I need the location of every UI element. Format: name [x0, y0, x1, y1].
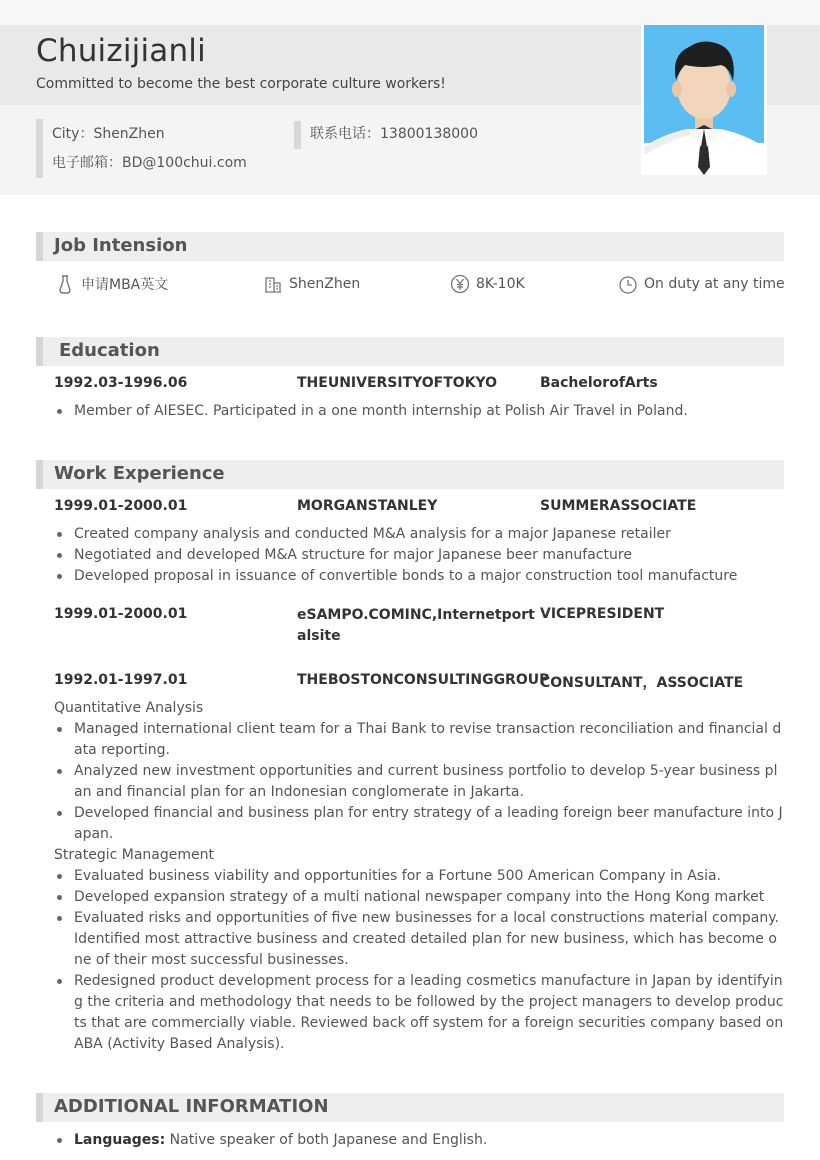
languages-label: Languages: [74, 1132, 166, 1148]
intent-salary [449, 273, 525, 295]
yen-icon [449, 273, 471, 295]
top-strip [0, 0, 820, 25]
intent-availability-label: On duty at any time [644, 276, 785, 292]
work-date: 1999.01-2000.01 [54, 606, 188, 622]
section-title: Work Experience [54, 463, 225, 484]
intent-position [54, 273, 168, 295]
section-job-intension [36, 232, 784, 261]
avatar [641, 25, 767, 175]
section-title: Education [59, 340, 160, 361]
group-heading: Quantitative Analysis [54, 700, 204, 716]
work-role: SUMMERASSOCIATE [540, 498, 697, 514]
intent-position-label: 申请MBA英文 [81, 277, 169, 293]
section-work-experience [36, 460, 784, 489]
section-accent [36, 337, 43, 366]
section-accent [36, 1093, 43, 1122]
list-item: Created company analysis and conducted M&A analysis for a major Japanese retailer [54, 524, 784, 545]
list-item: Managed international client team for a Thai Bank to revise transaction reconciliation and financial data reporting. [54, 719, 784, 761]
contact-city: City：ShenZhen [52, 126, 165, 142]
intent-salary-label: 8K-10K [476, 276, 525, 292]
work-date: 1992.01-1997.01 [54, 672, 188, 688]
work-role: CONSULTANT，ASSOCIATE [540, 675, 744, 691]
flask-icon [54, 273, 76, 295]
work-company: MORGANSTANLEY [297, 498, 438, 514]
list-item: Evaluated business viability and opportunities for a Fortune 500 American Company in Asia. [54, 866, 784, 887]
additional-bullets [54, 1130, 784, 1151]
contact-divider [36, 119, 43, 178]
clock-icon [617, 273, 639, 295]
work-date: 1999.01-2000.01 [54, 498, 188, 514]
list-item: Developed proposal in issuance of convertible bonds to a major construction tool manufacture [54, 566, 784, 587]
list-item: Evaluated risks and opportunities of five new businesses for a local constructions material company. Identified most attractive business and created detailed plan for new business, which has become one of their most successful businesses. [54, 908, 784, 971]
section-additional-information [36, 1093, 784, 1122]
education-school: THEUNIVERSITYOFTOKYO [297, 375, 498, 391]
resume-name: Chuizijianli [36, 33, 206, 69]
work-bullets [54, 698, 784, 1055]
building-icon [262, 273, 284, 295]
contact-email: 电子邮箱：BD@100chui.com [52, 155, 247, 171]
list-item: Negotiated and developed M&A structure for major Japanese beer manufacture [54, 545, 784, 566]
contact-phone: 联系电话：13800138000 [310, 126, 478, 142]
intent-city-label: ShenZhen [289, 276, 361, 292]
section-education [36, 337, 784, 366]
list-item: Analyzed new investment opportunities and current business portfolio to develop 5-year business plan and financial plan for an Indonesian conglomerate in Jakarta. [54, 761, 784, 803]
list-item [54, 1130, 784, 1151]
work-company: THEBOSTONCONSULTINGGROUP [297, 672, 550, 688]
work-role: VICEPRESIDENT [540, 606, 665, 622]
work-company: eSAMPO.COMINC,Internetportalsite [297, 607, 535, 644]
education-bullets [54, 401, 784, 422]
list-item: Redesigned product development process for a leading cosmetics manufacture in Japan by identifying the criteria and methodology that needs to be followed by the project managers to develop products that are commercially viable. Reviewed back off system for a foreign securities company based on ABA (Activity Based Analysis). [54, 971, 784, 1055]
languages-value: Native speaker of both Japanese and English. [169, 1132, 488, 1148]
contact-divider [294, 121, 301, 149]
group-heading: Strategic Management [54, 847, 214, 863]
education-degree: BachelorofArts [540, 375, 658, 391]
section-accent [36, 232, 43, 261]
section-accent [36, 460, 43, 489]
education-date: 1992.03-1996.06 [54, 375, 188, 391]
resume-tagline: Committed to become the best corporate culture workers! [36, 76, 446, 92]
section-title: Job Intension [54, 235, 188, 256]
intent-availability [617, 273, 785, 295]
list-item: Member of AIESEC. Participated in a one month internship at Polish Air Travel in Poland. [54, 401, 784, 422]
work-bullets [54, 524, 784, 587]
list-item: Developed financial and business plan for entry strategy of a leading foreign beer manufacture into Japan. [54, 803, 784, 845]
section-title: ADDITIONAL INFORMATION [54, 1096, 329, 1117]
intent-city [262, 273, 360, 295]
list-item: Developed expansion strategy of a multi national newspaper company into the Hong Kong market [54, 887, 784, 908]
